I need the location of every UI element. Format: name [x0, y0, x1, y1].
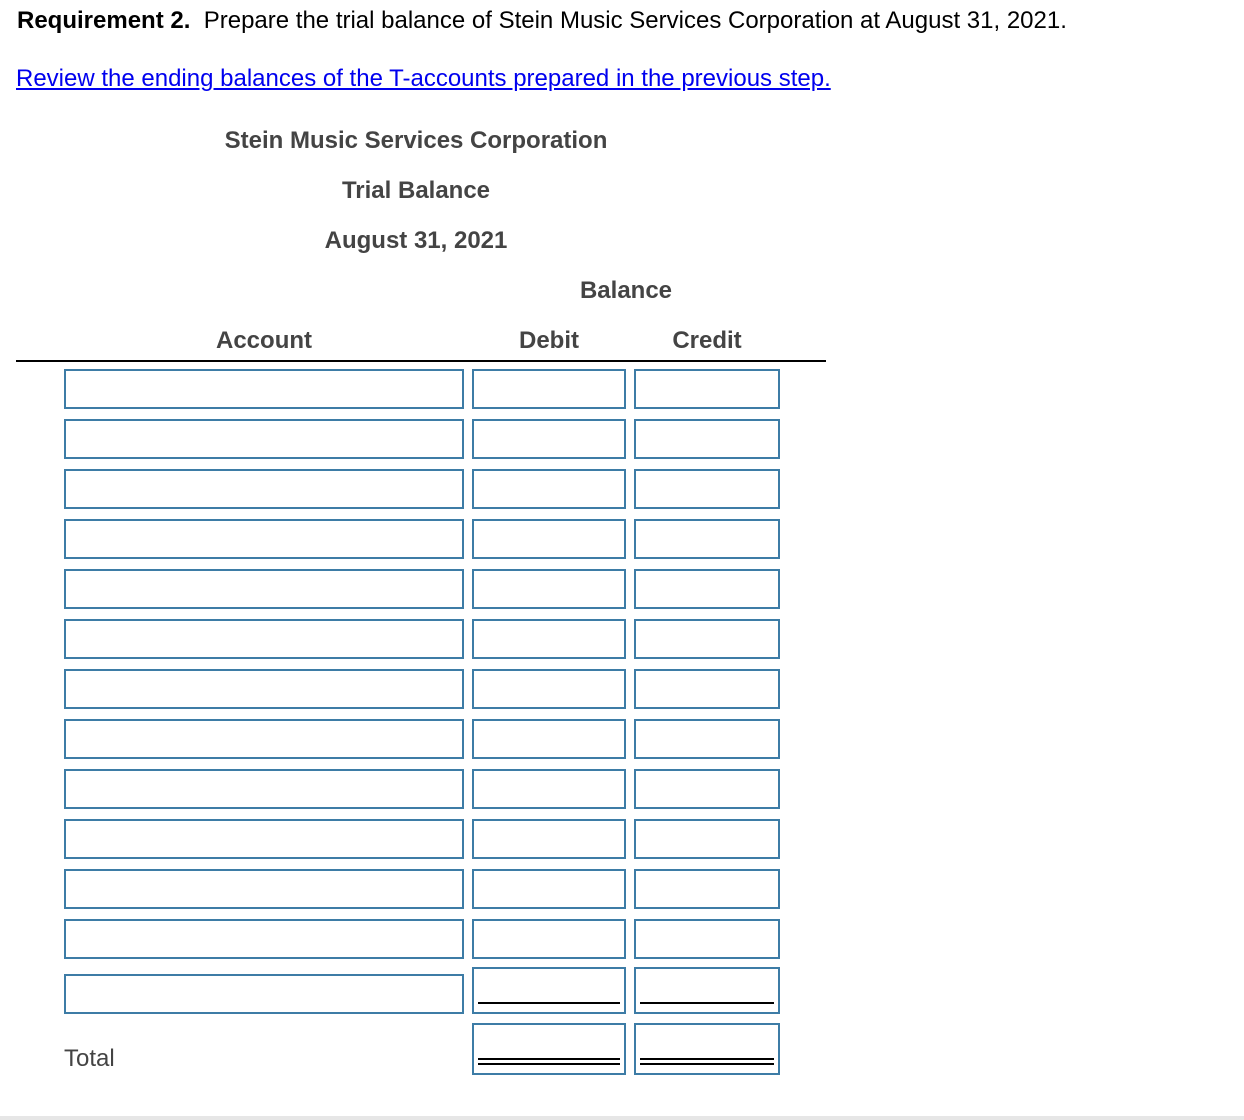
account-input-row-9[interactable] [64, 769, 464, 809]
account-input-row-4[interactable] [64, 519, 464, 559]
debit-subtotal-underline [478, 1002, 620, 1004]
account-input-row-7[interactable] [64, 669, 464, 709]
total-debit-input[interactable] [472, 1023, 626, 1075]
total-credit-input[interactable] [634, 1023, 780, 1075]
debit-input-row-5[interactable] [472, 569, 626, 609]
debit-input-row-8[interactable] [472, 719, 626, 759]
credit-input-row-5[interactable] [634, 569, 780, 609]
credit-input-row-2[interactable] [634, 419, 780, 459]
review-t-accounts-link[interactable]: Review the ending balances of the T-accounts prepared in the previous step. [16, 65, 831, 92]
account-input-row-6[interactable] [64, 619, 464, 659]
credit-input-row-10[interactable] [634, 819, 780, 859]
debit-input-row-3[interactable] [472, 469, 626, 509]
debit-input-row-11[interactable] [472, 869, 626, 909]
credit-input-row-7[interactable] [634, 669, 780, 709]
debit-input-row-12[interactable] [472, 919, 626, 959]
credit-input-row-8[interactable] [634, 719, 780, 759]
debit-input-row-6[interactable] [472, 619, 626, 659]
credit-column-header: Credit [672, 327, 742, 354]
account-input-row-11[interactable] [64, 869, 464, 909]
account-column-header: Account [216, 327, 312, 354]
credit-input-row-6[interactable] [634, 619, 780, 659]
bottom-divider [0, 1116, 1244, 1120]
credit-input-row-9[interactable] [634, 769, 780, 809]
account-input-row-2[interactable] [64, 419, 464, 459]
debit-input-row-7[interactable] [472, 669, 626, 709]
total-debit-double-underline-bottom [478, 1063, 620, 1065]
requirement-text: Prepare the trial balance of Stein Music Services Corporation at August 31, 2021. [203, 7, 1067, 34]
header-underline [16, 360, 826, 362]
account-input-row-8[interactable] [64, 719, 464, 759]
debit-column-header: Debit [519, 327, 579, 354]
requirement-label: Requirement 2. [17, 7, 191, 34]
balance-column-group-header: Balance [579, 277, 673, 304]
credit-input-row-1[interactable] [634, 369, 780, 409]
debit-input-row-1[interactable] [472, 369, 626, 409]
debit-input-row-4[interactable] [472, 519, 626, 559]
company-name: Stein Music Services Corporation [224, 127, 608, 154]
credit-input-row-4[interactable] [634, 519, 780, 559]
account-input-row-1[interactable] [64, 369, 464, 409]
credit-input-row-3[interactable] [634, 469, 780, 509]
debit-input-row-13[interactable] [472, 967, 626, 1014]
credit-subtotal-underline [640, 1002, 774, 1004]
requirement-instruction [17, 5, 1067, 37]
debit-input-row-2[interactable] [472, 419, 626, 459]
debit-input-row-10[interactable] [472, 819, 626, 859]
account-input-row-13[interactable] [64, 974, 464, 1014]
statement-date: August 31, 2021 [324, 227, 508, 254]
account-input-row-12[interactable] [64, 919, 464, 959]
credit-input-row-11[interactable] [634, 869, 780, 909]
account-input-row-5[interactable] [64, 569, 464, 609]
account-input-row-3[interactable] [64, 469, 464, 509]
total-label: Total [64, 1045, 115, 1072]
account-input-row-10[interactable] [64, 819, 464, 859]
total-credit-double-underline-bottom [640, 1063, 774, 1065]
statement-title: Trial Balance [341, 177, 491, 204]
debit-input-row-9[interactable] [472, 769, 626, 809]
total-debit-double-underline-top [478, 1058, 620, 1060]
credit-input-row-12[interactable] [634, 919, 780, 959]
credit-input-row-13[interactable] [634, 967, 780, 1014]
total-credit-double-underline-top [640, 1058, 774, 1060]
